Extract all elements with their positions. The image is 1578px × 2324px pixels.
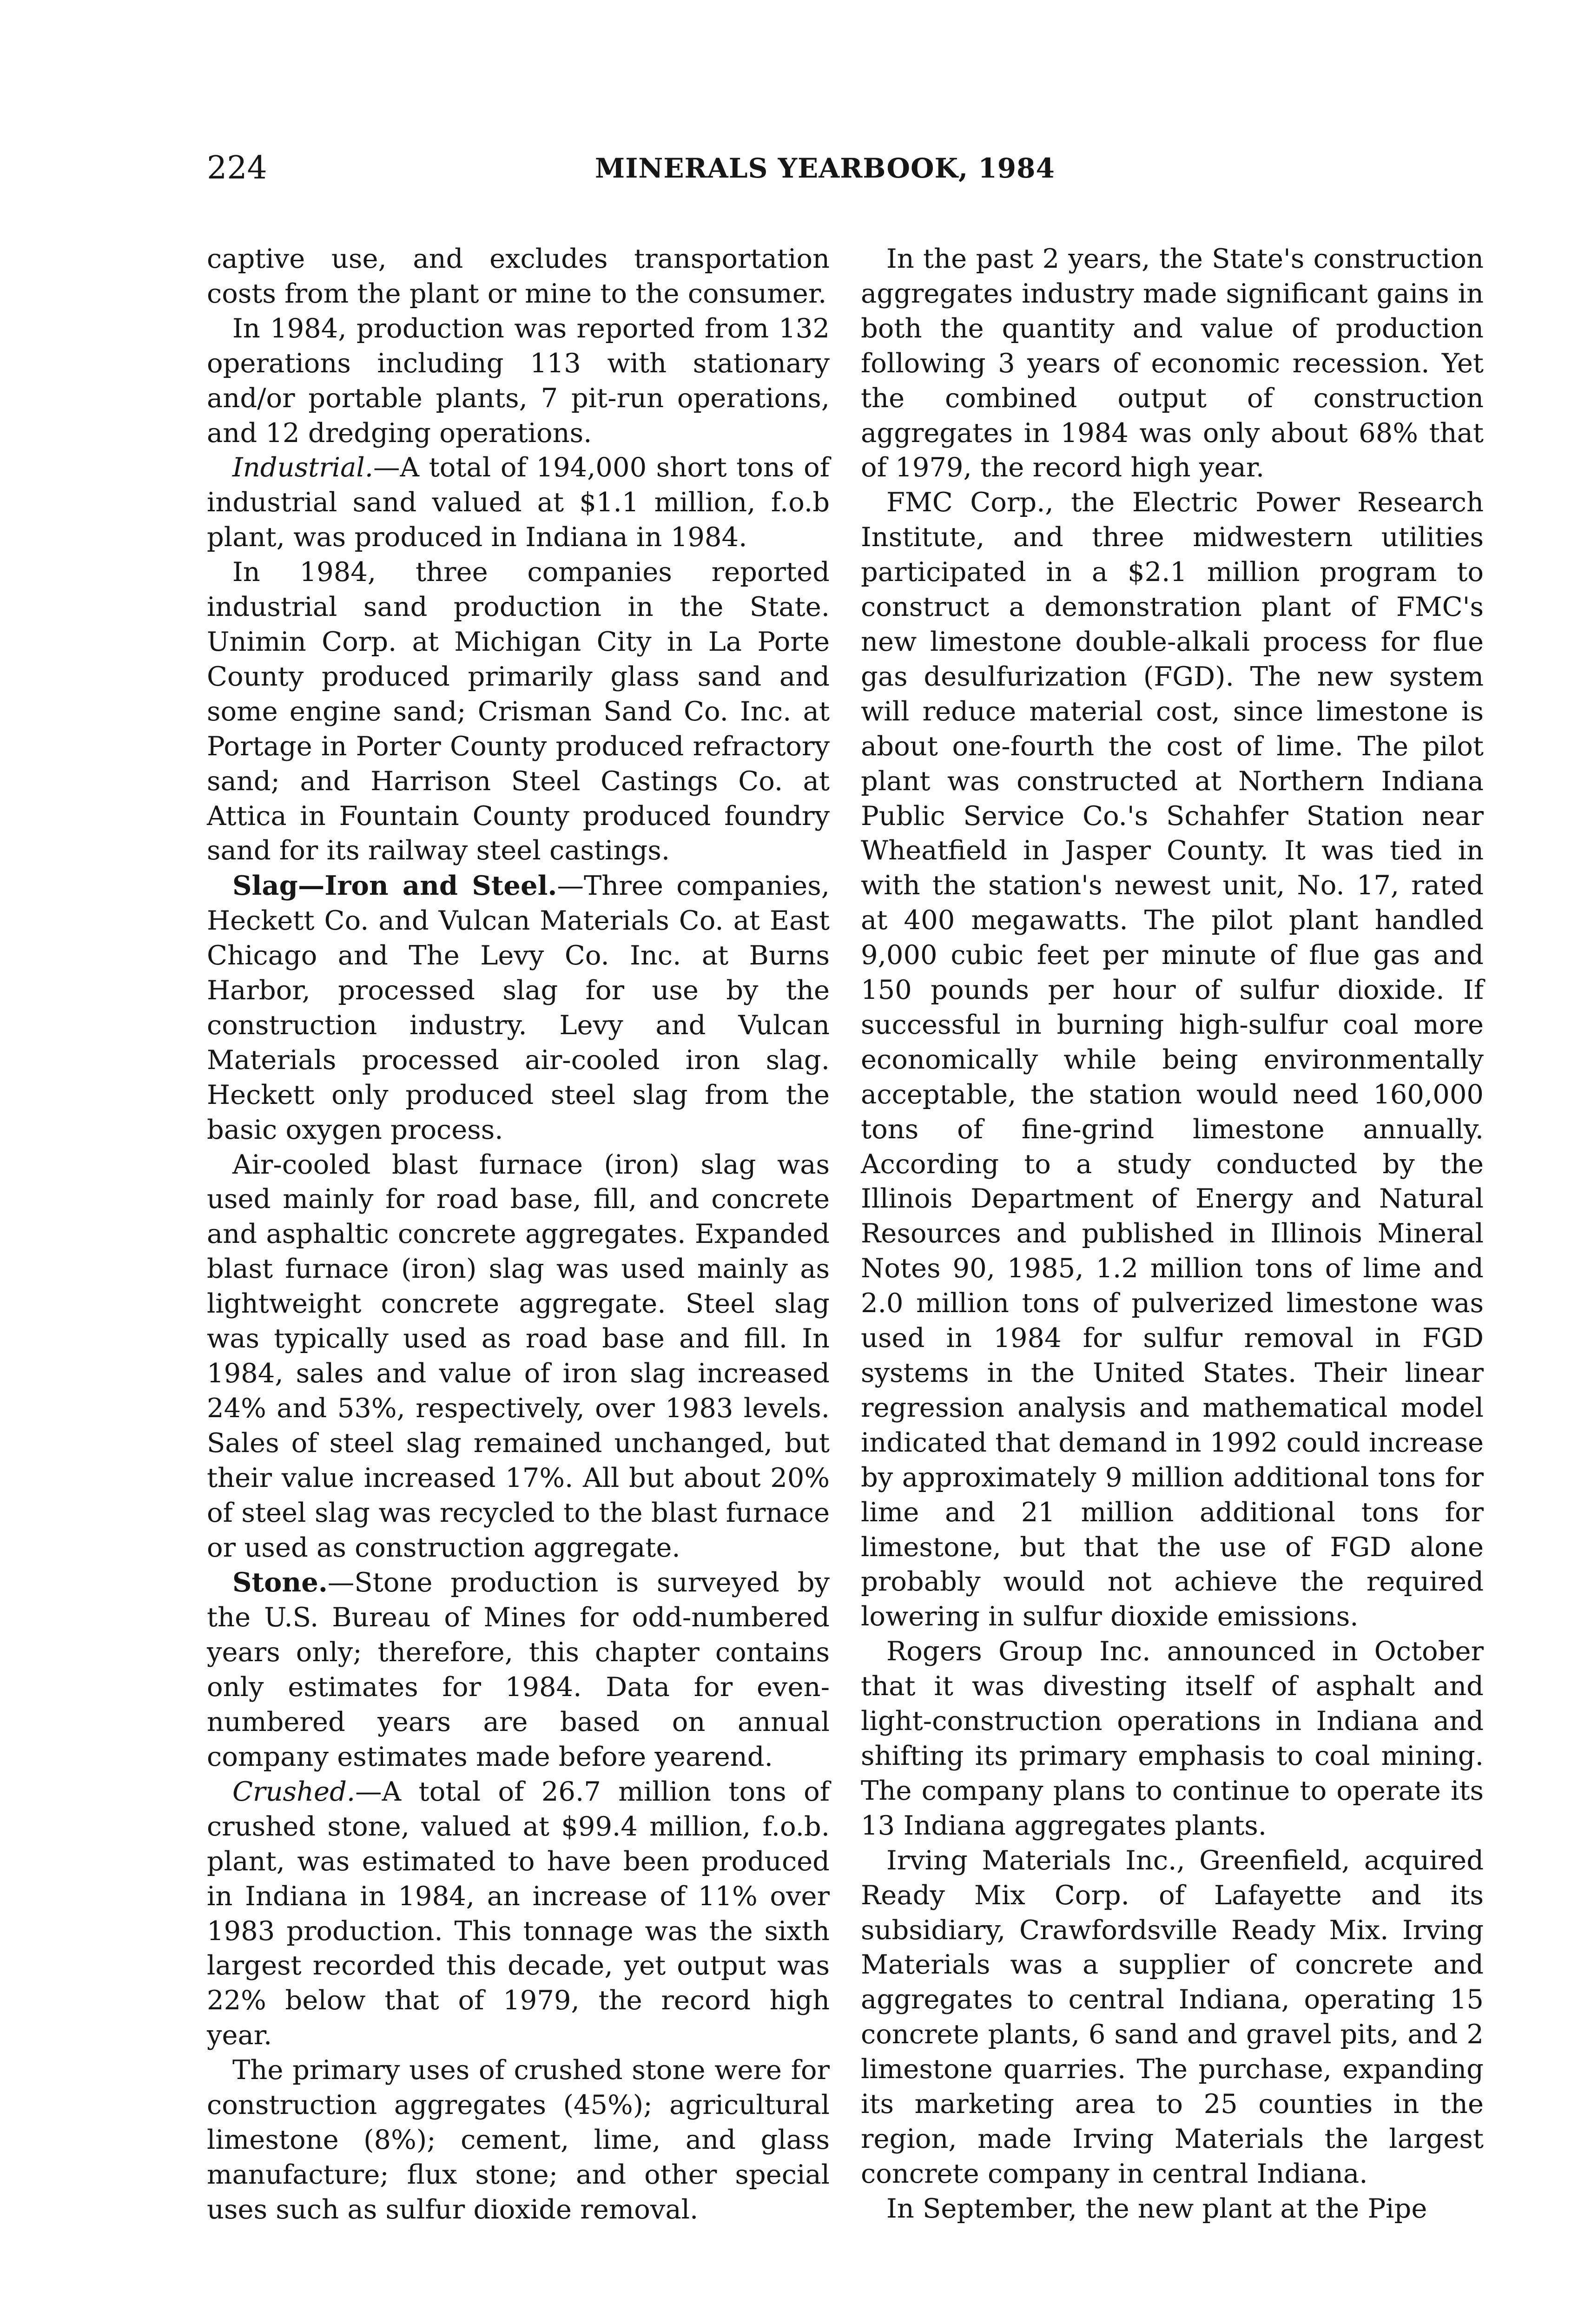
paragraph-text: In September, the new plant at the Pipe [886,2192,1427,2224]
paragraph [207,555,830,868]
paragraph [207,1148,830,1565]
section-lead-crushed: Crushed. [232,1776,356,1807]
paragraph-text: The primary uses of crushed stone were for construction aggregates (45%); agricultural limestone (8%); cement, lime, and glass manufacture; flux stone; and other special uses such as sulfur dioxide removal. [207,2054,830,2225]
paragraph [861,485,1484,1634]
paragraph-text: In 1984, production was reported from 132 operations including 113 with stationary and/or portable plants, 7 pit-run operations, and 12 dredging operations. [207,312,830,449]
paragraph [861,1634,1484,1843]
paragraph-text: In the past 2 years, the State's construction aggregates industry made significant gains in both the quantity and value of production following 3 years of economic recession. Yet the combined output of construction aggregates in 1984 was only about 68% that of 1979, the record high year. [861,243,1484,483]
paragraph [207,868,830,1147]
section-heading-slag: Slag—Iron and Steel. [232,870,557,902]
paragraph-text: Irving Materials Inc., Greenfield, acquired Ready Mix Corp. of Lafayette and its subsidiary, Crawfordsville Ready Mix. Irving Materials was a supplier of concrete and aggregates to central Indiana, operating 15 concrete plants, 6 sand and gravel pits, and 2 limestone quarries. The purchase, expanding its marketing area to 25 counties in the region, made Irving Materials the largest concrete company in central Indiana. [861,1844,1484,2189]
paragraph [207,1775,830,2053]
left-column [207,242,830,2227]
paragraph [207,1565,830,1774]
paragraph-text: FMC Corp., the Electric Power Research Institute, and three midwestern utilities participated in a $2.1 million program to construct a demonstration plant of FMC's new limestone double-alkali process for flue gas desulfurization (FGD). The new system will reduce material cost, since limestone is about one-fourth the cost of lime. The pilot plant was constructed at Northern Indiana Public Service Co.'s Schahfer Station near Wheatfield in Jasper County. It was tied in with the station's newest unit, No. 17, rated at 400 megawatts. The pilot plant handled 9,000 cubic feet per minute of flue gas and 150 pounds per hour of sulfur dioxide. If successful in burning high-sulfur coal more economically while being environmentally acceptable, the station would need 160,000 tons of fine-grind limestone annually. According to a study conducted by the Illinois Department of Energy and Natural Resources and published in Illinois Mineral Notes 90, 1985, 1.2 million tons of lime and 2.0 million tons of pulverized limestone was used in 1984 for sulfur removal in FGD systems in the United States. Their linear regression analysis and mathematical model indicated that demand in 1992 could increase by approximately 9 million additional tons for lime and 21 million additional tons for limestone, but that the use of FGD alone probably would not achieve the required lowering in sulfur dioxide emissions. [861,487,1484,1632]
paragraph [207,311,830,451]
paragraph [207,2053,830,2227]
paragraph-text: Air-cooled blast furnace (iron) slag was used mainly for road base, fill, and concrete and asphaltic concrete aggregates. Expanded blast furnace (iron) slag was used mainly as lightweight concrete aggregate. Steel slag was typically used as road base and fill. In 1984, sales and value of iron slag increased 24% and 53%, respectively, over 1983 levels. Sales of steel slag remained unchanged, but their value increased 17%. All but about 20% of steel slag was recycled to the blast furnace or used as construction aggregate. [207,1149,830,1563]
right-column [861,242,1484,2226]
paragraph [861,2192,1484,2226]
paragraph [207,450,830,555]
section-heading-stone: Stone. [232,1566,328,1598]
running-title: MINERALS YEARBOOK, 1984 [595,152,1055,184]
section-lead-industrial: Industrial. [232,452,374,483]
paragraph [207,242,830,311]
paragraph [861,242,1484,485]
page-header [207,150,1062,191]
paragraph-text: captive use, and excludes transportation costs from the plant or mine to the consumer. [207,243,830,309]
paragraph-text: —Three companies, Heckett Co. and Vulcan Materials Co. at East Chicago and The Levy Co. Inc. at Burns Harbor, processed slag for use by the construction industry. Levy and Vulcan Materials processed air-cooled iron slag. Heckett only produced steel slag from the basic oxygen process. [207,870,830,1145]
paragraph-text: —A total of 26.7 million tons of crushed stone, valued at $99.4 million, f.o.b. plant, was estimated to have been produced in Indiana in 1984, an increase of 11% over 1983 production. This tonnage was the sixth largest recorded this decade, yet output was 22% below that of 1979, the record high year. [207,1776,830,2051]
page-number: 224 [207,150,267,186]
paragraph-text: Rogers Group Inc. announced in October that it was divesting itself of asphalt and light-construction operations in Indiana and shifting its primary emphasis to coal mining. The company plans to continue to operate its 13 Indiana aggregates plants. [861,1636,1484,1841]
paragraph-text: In 1984, three companies reported industrial sand production in the State. Unimin Corp. at Michigan City in La Porte County produced primarily glass sand and some engine sand; Crisman Sand Co. Inc. at Portage in Porter County produced refractory sand; and Harrison Steel Castings Co. at Attica in Fountain County produced foundry sand for its railway steel castings. [207,556,830,866]
paragraph-text: —A total of 194,000 short tons of industrial sand valued at $1.1 million, f.o.b plant, was produced in Indiana in 1984. [207,452,830,553]
paragraph [861,1843,1484,2192]
paragraph-text: —Stone production is surveyed by the U.S. Bureau of Mines for odd-numbered years only; therefore, this chapter contains only estimates for 1984. Data for even-numbered years are based on annual company estimates made before yearend. [207,1567,830,1772]
